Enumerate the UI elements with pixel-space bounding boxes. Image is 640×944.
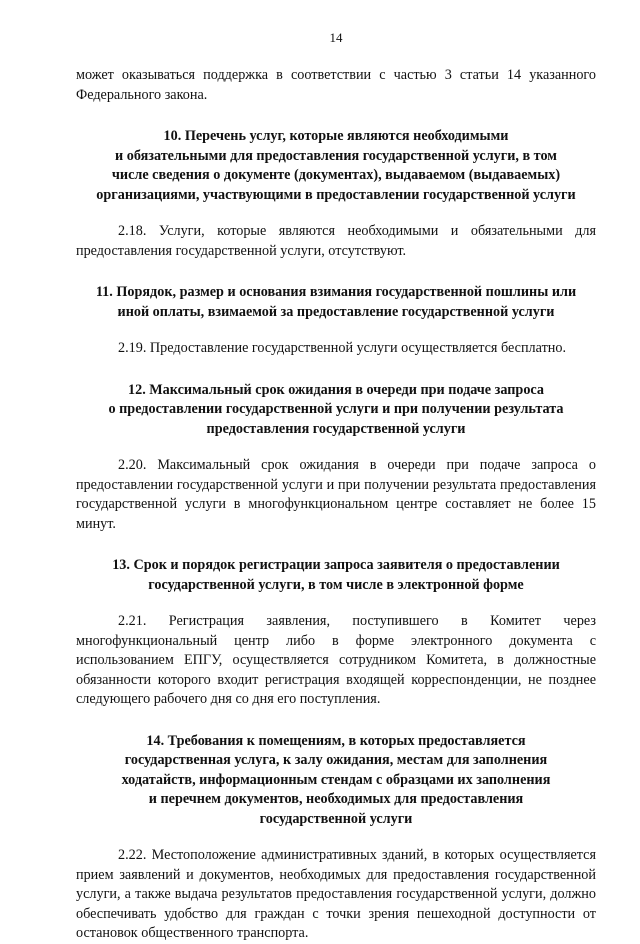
section-heading-10 xyxy=(76,127,596,205)
heading-line: организациями, участвующими в предоставлении государственной услуги xyxy=(96,186,576,203)
section-heading-12 xyxy=(76,381,596,440)
heading-line: и обязательными для предоставления государственной услуги, в том xyxy=(115,147,557,164)
heading-line: 11. Порядок, размер и основания взимания государственной пошлины или xyxy=(95,284,577,300)
section-heading-13 xyxy=(76,556,596,595)
page-number: 14 xyxy=(329,30,343,45)
paragraph-2-19: 2.19. Предоставление государственной услуги осуществляется бесплатно. xyxy=(118,340,567,356)
heading-line: государственная услуга, к залу ожидания, местам для заполнения xyxy=(124,752,548,768)
section-heading-11 xyxy=(76,283,596,322)
paragraph-2-18: 2.18. Услуги, которые являются необходимыми и обязательными для предоставления государственной услуги, отсутствуют. xyxy=(76,223,596,259)
heading-line: числе сведения о документе (документах), выдаваемом (выдаваемых) xyxy=(111,167,561,183)
heading-line: 14. Требования к помещениям, в которых предоставляется xyxy=(146,732,526,749)
heading-line: государственной услуги, в том числе в электронной форме xyxy=(148,576,524,593)
section-heading-14 xyxy=(76,732,596,830)
heading-line: и перечнем документов, необходимых для предоставления xyxy=(148,791,524,807)
paragraph-2-22: 2.22. Местоположение административных зданий, в которых осуществляется прием заявлений и документов, необходимых для предоставления государственной услуги, а также выдача результатов предоставления государственной услуги, должно обеспечивать удобство для граждан с точки зрения пешеходной доступности от остановок общественного транспорта. xyxy=(76,847,596,941)
heading-line: иной оплаты, взимаемой за предоставление государственной услуги xyxy=(117,303,555,320)
heading-line: 12. Максимальный срок ожидания в очереди при подаче запроса xyxy=(128,381,544,398)
heading-line: 13. Срок и порядок регистрации запроса заявителя о предоставлении xyxy=(112,557,560,573)
document-body xyxy=(76,66,596,944)
heading-line: о предоставлении государственной услуги и при получении результата xyxy=(108,401,564,417)
heading-line: государственной услуги xyxy=(259,810,413,827)
heading-line: предоставления государственной услуги xyxy=(206,420,466,437)
paragraph-2-20: 2.20. Максимальный срок ожидания в очереди при подаче запроса о предоставлении государственной услуги и при получении результата предоставления государственной услуги в многофункциональном центре составляет не более 15 минут. xyxy=(76,457,596,532)
paragraph-2-21: 2.21. Регистрация заявления, поступившего в Комитет через многофункциональный центр либо в форме электронного документа с использованием ЕПГУ, осуществляется сотрудником Комитета, в должностные обязанности которого входит регистрация входящей корреспонденции, не позднее следующего рабочего дня со дня его поступления. xyxy=(76,613,596,707)
intro-paragraph: может оказываться поддержка в соответствии с частью 3 статьи 14 указанного Федерального закона. xyxy=(76,67,596,103)
heading-line: 10. Перечень услуг, которые являются необходимыми xyxy=(163,128,509,144)
heading-line: ходатайств, информационным стендам с образцами их заполнения xyxy=(121,771,551,788)
